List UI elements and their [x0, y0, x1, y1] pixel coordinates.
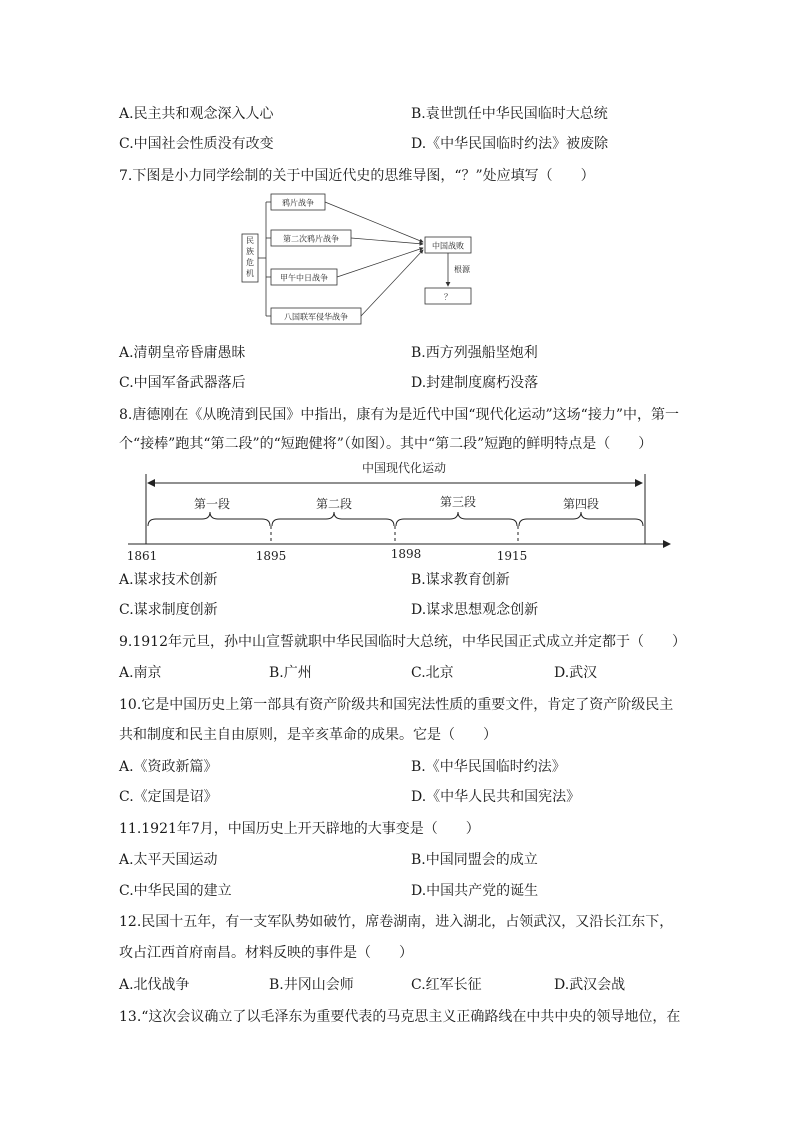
timeline-year-1915: 1915 [496, 549, 528, 563]
mindmap-event-1: 鸦片战争 [282, 198, 314, 208]
q7-option-c: C.中国军备武器落后 [119, 375, 246, 391]
q8-option-c: C.谋求制度创新 [119, 602, 218, 618]
q11-option-a: A.太平天国运动 [119, 852, 218, 868]
mindmap-result: 中国战败 [432, 241, 464, 251]
mindmap-root-char-3: 危 [246, 258, 254, 267]
q12-option-c: C.红军长征 [411, 977, 482, 993]
q12-stem-line1: 12.民国十五年，有一支军队势如破竹，席卷湖南，进入湖北，占领武汉，又沿长江东下， [119, 914, 674, 930]
q7-option-d: D.封建制度腐朽没落 [411, 375, 539, 391]
q8-stem-line1: 8.唐德刚在《从晚清到民国》中指出，康有为是近代中国“现代化运动”这场“接力”中，第一 [119, 407, 679, 423]
q12-option-d: D.武汉会战 [554, 977, 626, 993]
q11-stem: 11.1921年7月，中国历史上开天辟地的大事变是（ ） [119, 821, 480, 837]
q7-mindmap [238, 190, 478, 330]
timeline-year-1898: 1898 [390, 547, 422, 561]
q9-option-c: C.北京 [411, 665, 454, 681]
mindmap-event-2: 第二次鸦片战争 [283, 234, 339, 244]
q6-option-c: C.中国社会性质没有改变 [119, 136, 274, 152]
q9-option-a: A.南京 [119, 665, 162, 681]
q7-option-a: A.清朝皇帝昏庸愚昧 [119, 345, 246, 361]
q7-option-b: B.西方列强船坚炮利 [411, 345, 538, 361]
q6-option-a: A.民主共和观念深入人心 [119, 106, 274, 122]
q6-option-d: D.《中华民国临时约法》被废除 [411, 136, 609, 152]
q12-stem-line2: 攻占江西首府南昌。材料反映的事件是（ ） [119, 945, 413, 961]
timeline-segment-3: 第三段 [439, 495, 477, 509]
q11-option-b: B.中国同盟会的成立 [411, 852, 538, 868]
q11-option-d: D.中国共产党的诞生 [411, 883, 539, 899]
timeline-year-1895: 1895 [255, 549, 287, 563]
q13-stem-line1: 13.“这次会议确立了以毛泽东为重要代表的马克思主义正确路线在中共中央的领导地位，在 [119, 1009, 681, 1025]
q11-option-c: C.中华民国的建立 [119, 883, 232, 899]
q10-option-b: B.《中华民国临时约法》 [411, 759, 566, 775]
mindmap-root-char-1: 民 [246, 236, 254, 245]
q12-option-a: A.北伐战争 [119, 977, 190, 993]
timeline-title: 中国现代化运动 [361, 461, 447, 475]
timeline-year-1861: 1861 [126, 549, 158, 563]
q12-option-b: B.井冈山会师 [269, 977, 354, 993]
q9-stem: 9.1912年元旦，孙中山宣誓就职中华民国临时大总统，中华民国正式成立并定都于（ ） [119, 634, 686, 650]
timeline-segment-2: 第二段 [315, 497, 353, 511]
q7-stem: 7.下图是小力同学绘制的关于中国近代史的思维导图，“？”处应填写（ ） [119, 168, 595, 184]
mindmap-unknown: ？ [444, 292, 452, 302]
mindmap-event-3: 甲午中日战争 [280, 273, 328, 283]
timeline-segment-1: 第一段 [193, 497, 231, 511]
q8-timeline [120, 456, 680, 568]
timeline-segment-4: 第四段 [562, 497, 600, 511]
q10-option-d: D.《中华人民共和国宪法》 [411, 789, 581, 805]
mindmap-event-4: 八国联军侵华战争 [284, 312, 348, 322]
q10-stem-line2: 共和制度和民主自由原则，是辛亥革命的成果。它是（ ） [119, 727, 497, 743]
q8-option-d: D.谋求思想观念创新 [411, 602, 539, 618]
mindmap-root-char-4: 机 [246, 269, 254, 278]
mindmap-root-char-2: 族 [246, 247, 254, 256]
mindmap-arrow-label: 根源 [454, 265, 470, 274]
q9-option-b: B.广州 [269, 665, 312, 681]
q10-option-a: A.《资政新篇》 [119, 759, 218, 775]
q8-stem-line2: 个“接棒”跑其“第二段”的“短跑健将”（如图）。其中“第二段”短跑的鲜明特点是（ ） [119, 436, 653, 452]
q10-option-c: C.《定国是诏》 [119, 789, 218, 805]
q10-stem-line1: 10.它是中国历史上第一部具有资产阶级共和国宪法性质的重要文件，肯定了资产阶级民主 [119, 697, 674, 713]
q8-option-b: B.谋求教育创新 [411, 572, 510, 588]
q9-option-d: D.武汉 [554, 665, 598, 681]
q8-option-a: A.谋求技术创新 [119, 572, 218, 588]
q6-option-b: B.袁世凯任中华民国临时大总统 [411, 106, 608, 122]
